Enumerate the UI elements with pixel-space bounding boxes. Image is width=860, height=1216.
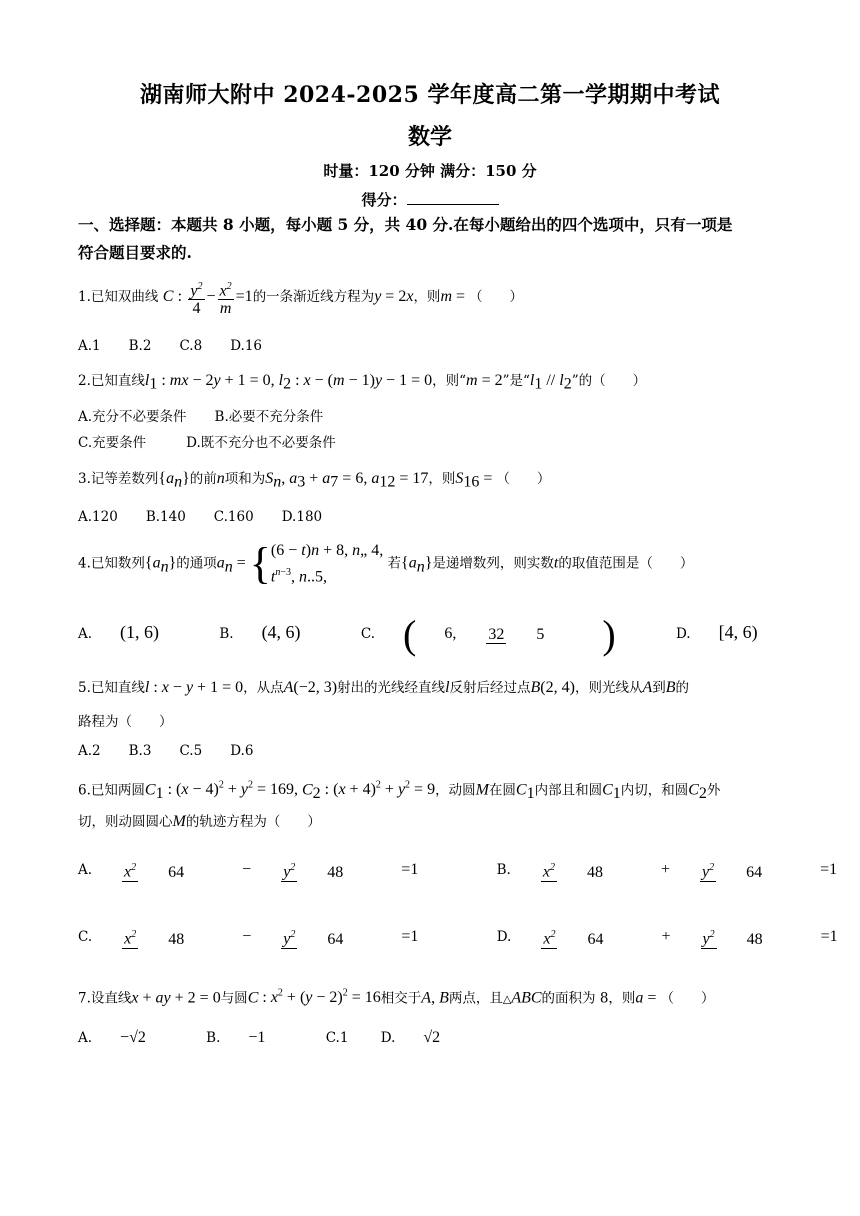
score-label: 得分： — [361, 191, 407, 209]
time-info: 时量：120 分钟 满分：150 分 — [323, 162, 537, 180]
option-c[interactable]: C.160 — [213, 509, 254, 525]
section-heading-line2: 符合题目要求的. — [78, 243, 192, 262]
option-a[interactable]: A.2 — [78, 743, 101, 759]
question-3: 3.记等差数列$\{a_n\}$的前n项和为$S_n$, $a_3 + a_7 = 6$, $a_{12} = 17$，则$S_{16}$ = （ ） — [78, 470, 551, 491]
option-d[interactable]: D.既不充分也不必要条件 — [186, 435, 336, 451]
question-2: 2.已知直线$l_1$ : mx − 2y + 1 = 0, $l_2$ : x − (m − 1)y − 1 = 0，则“m = 2”是“$l_1 // l_2$”的（ ） — [78, 372, 647, 393]
option-d[interactable]: D. √2 — [380, 1029, 441, 1046]
option-b[interactable]: B.2 — [128, 338, 152, 354]
subject-title: 数学 — [407, 124, 452, 150]
option-c[interactable]: C.5 — [179, 743, 203, 759]
option-a[interactable]: A.1 — [78, 338, 101, 354]
question-4: 4.已知数列$\{a_n\}$的通项$a_n$ = { (6 − t)n + 8, n„ 4, $t^{n-3}$, n..5, 若$\{a_n\}$是递增数列，则实数t的取值范围是（ ） — [78, 539, 694, 589]
question-7: 7.设直线x + ay + 2 = 0与圆C : $x^2 + (y - 2)^2 = 16$相交于A, B两点，且△ABC的面积为 8，则a = （ ） — [78, 988, 715, 1007]
option-d[interactable]: D. $x^2$ $64 + y^2$ 48 =1 — [496, 928, 838, 948]
question-6-options-row2 — [78, 915, 860, 959]
score-blank[interactable] — [407, 190, 499, 205]
option-b[interactable]: B. −1 — [206, 1029, 266, 1046]
section-heading-line1: 一、选择题：本题共 8 小题，每小题 5 分，共 40 分.在每小题给出的四个选项中，只有一项是 — [78, 215, 733, 234]
option-b[interactable]: B.3 — [128, 743, 152, 759]
option-d[interactable]: D. [4, 6) — [675, 622, 758, 642]
score-line — [0, 189, 860, 210]
question-5-line2: 路程为（ ） — [78, 714, 173, 730]
question-4-options — [78, 612, 814, 655]
option-c[interactable]: C.1 — [325, 1030, 349, 1046]
question-1-options — [78, 336, 290, 356]
question-2-options-row1 — [78, 407, 351, 427]
question-5-options — [78, 741, 281, 761]
question-1: 1.已知双曲线 C : $\frac{y^2}{4}$ − $\frac{x^2}{m}$ =1的一条渐近线方程为y = 2x，则m = （ ） — [78, 276, 788, 318]
option-a[interactable]: A. (1, 6) — [78, 622, 160, 642]
question-2-options-row2 — [78, 433, 364, 453]
question-5: 5.已知直线l : x − y + 1 = 0，从点A(−2, 3)射出的光线经直线l反射后经过点B(2, 4)，则光线从A到B的 — [78, 679, 690, 696]
option-d[interactable]: D.180 — [281, 509, 323, 525]
option-a[interactable]: A.充分不必要条件 — [78, 409, 187, 425]
option-a[interactable]: A.120 — [78, 509, 118, 525]
option-b[interactable]: B. (4, 6) — [219, 622, 301, 642]
exam-title: 湖南师大附中 2024-2025 学年度高二第一学期期中考试 — [140, 82, 720, 108]
question-6-line2: 切，则动圆圆心M的轨迹方程为（ ） — [78, 813, 321, 830]
option-a[interactable]: A. −√2 — [78, 1029, 146, 1046]
option-b[interactable]: B. $x^2$ $48 + y^2$ 64 =1 — [496, 861, 838, 881]
question-7-options — [78, 1028, 496, 1048]
option-a[interactable]: A. $x^2$ $64 - y^2$ 48 =1 — [78, 861, 419, 881]
option-d[interactable]: D.16 — [230, 338, 262, 354]
question-6-options-row1 — [78, 848, 860, 892]
question-3-options — [78, 507, 350, 527]
option-c[interactable]: C.8 — [179, 338, 203, 354]
section-heading — [78, 211, 788, 267]
option-d[interactable]: D.6 — [230, 743, 254, 759]
option-c[interactable]: C. $x^2$ $48 - y^2$ 64 =1 — [78, 928, 419, 948]
option-b[interactable]: B.必要不充分条件 — [214, 409, 324, 425]
question-6: 6.已知两圆$C_1$ : $(x - 4)^2 + y^2 = 169$, $C_2$ : $(x + 4)^2 + y^2 = 9$，动圆M在圆$C_1$内部且和圆$C_1$内切，和圆$C_2$外 — [78, 780, 721, 803]
option-b[interactable]: B.140 — [145, 509, 186, 525]
option-c[interactable]: C. ( 6,32 5 ) — [360, 611, 616, 657]
option-c[interactable]: C.充要条件 — [78, 435, 147, 451]
